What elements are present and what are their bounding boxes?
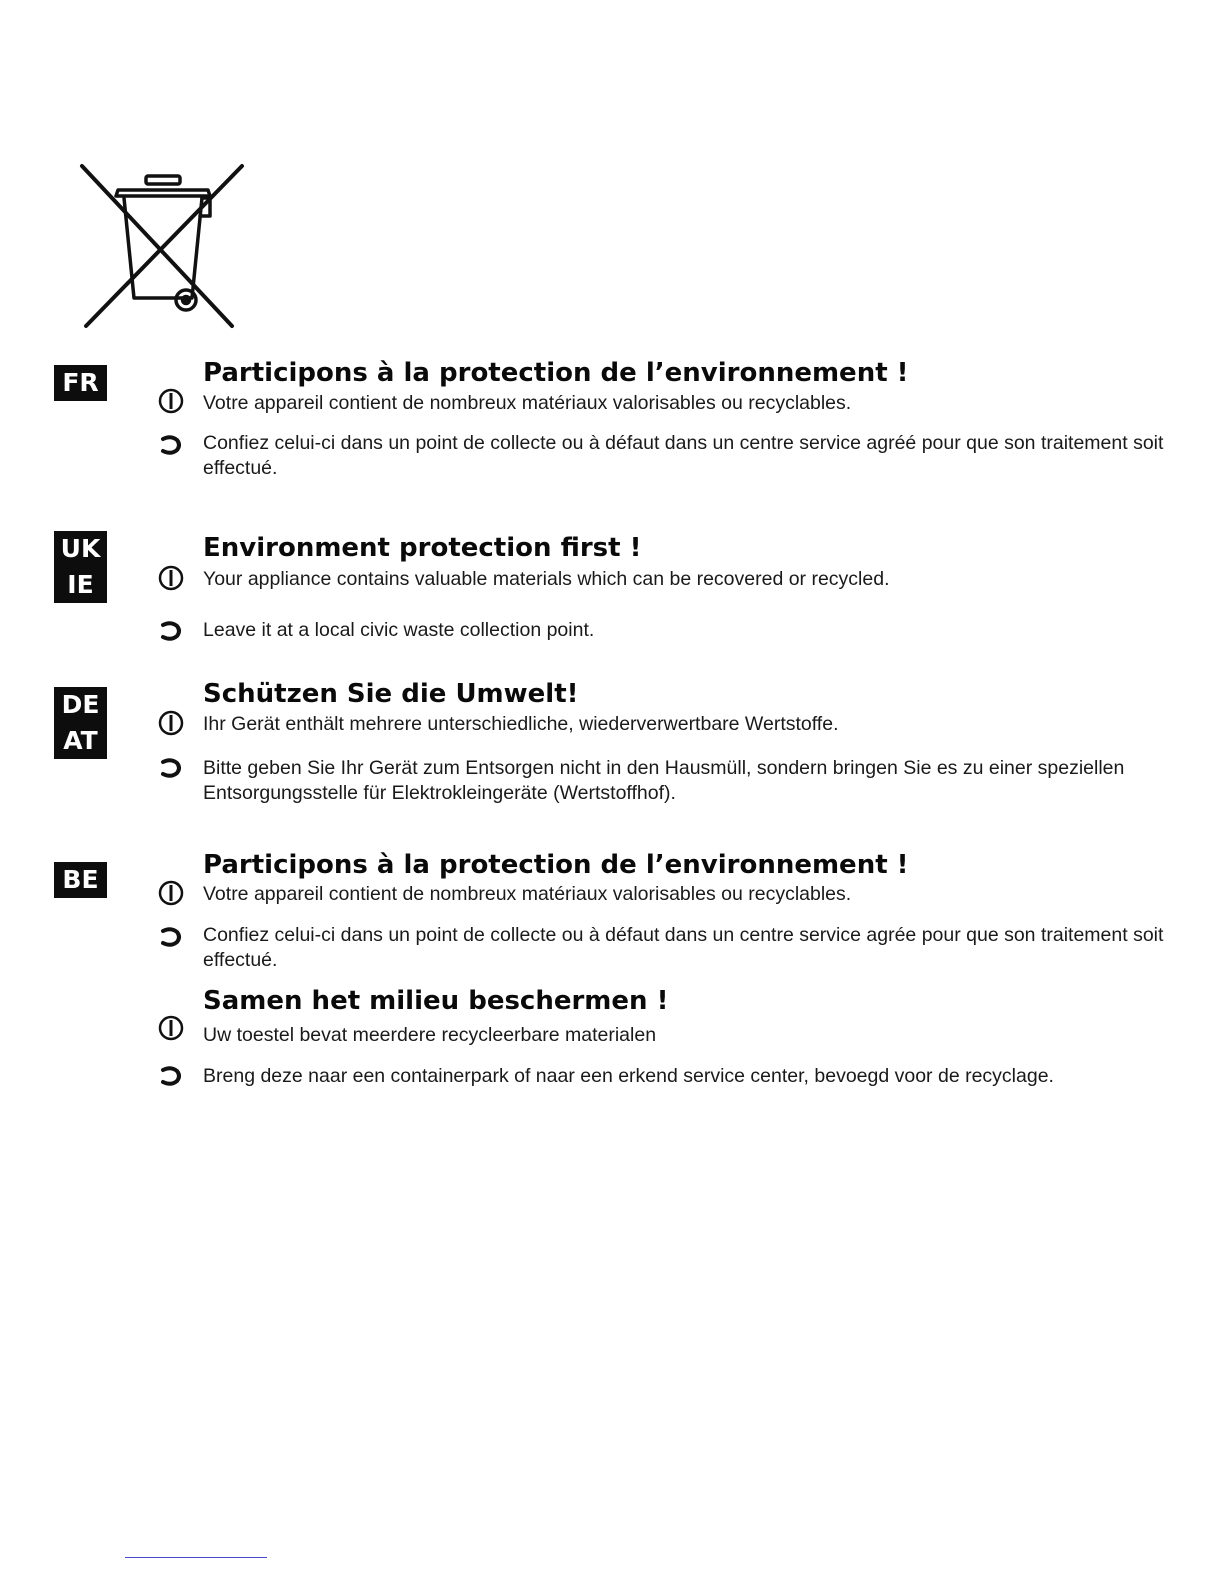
- section-title-fr: Participons à la protection de l’environnement !: [203, 358, 909, 388]
- action-text-be-fr: Confiez celui-ci dans un point de collecte ou à défaut dans un centre service agrée pour que son traitement soit effectué.: [203, 924, 1164, 971]
- badge-code: IE: [67, 570, 94, 599]
- crossed-out-wheelie-bin-icon: [76, 160, 248, 332]
- badge-code: BE: [62, 865, 99, 894]
- badge-code: UK: [60, 534, 101, 563]
- badge-code: AT: [63, 726, 98, 755]
- footer-rule: [125, 1557, 267, 1558]
- arrow-right-icon: [156, 1061, 186, 1091]
- country-badge-fr: [54, 365, 107, 401]
- info-circle-icon: [156, 708, 186, 738]
- country-badge-be: [54, 862, 107, 898]
- section-title-be-nl: Samen het milieu beschermen !: [203, 986, 669, 1016]
- section-title-de: Schützen Sie die Umwelt!: [203, 679, 579, 709]
- info-circle-icon: [156, 563, 186, 593]
- section-title-uk: Environment protection first !: [203, 533, 642, 563]
- arrow-right-icon: [156, 753, 186, 783]
- info-text-be-nl: Uw toestel bevat meerdere recycleerbare materialen: [203, 1024, 657, 1046]
- info-text-de: Ihr Gerät enthält mehrere unterschiedliche, wiederverwertbare Wertstoffe.: [203, 713, 839, 735]
- action-text-fr: Confiez celui-ci dans un point de collecte ou à défaut dans un centre service agréé pour que son traitement soit effectué.: [203, 432, 1164, 479]
- country-badge-uk-ie: [54, 531, 107, 603]
- section-title-be-fr: Participons à la protection de l’environnement !: [203, 850, 909, 880]
- info-text-be-fr: Votre appareil contient de nombreux matériaux valorisables ou recyclables.: [203, 883, 852, 905]
- action-text-de: Bitte geben Sie Ihr Gerät zum Entsorgen nicht in den Hausmüll, sondern bringen Sie es zu einer speziellen Entsorgungsstelle für Elektrokleingeräte (Wertstoffhof).: [203, 757, 1125, 804]
- arrow-right-icon: [156, 430, 186, 460]
- badge-code: DE: [61, 690, 100, 719]
- info-circle-icon: [156, 386, 186, 416]
- info-text-uk: Your appliance contains valuable materials which can be recovered or recycled.: [203, 568, 890, 590]
- arrow-right-icon: [156, 616, 186, 646]
- info-circle-icon: [156, 878, 186, 908]
- arrow-right-icon: [156, 922, 186, 952]
- action-text-be-nl: Breng deze naar een containerpark of naar een erkend service center, bevoegd voor de recyclage.: [203, 1065, 1054, 1087]
- country-badge-de-at: [54, 687, 107, 759]
- info-text-fr: Votre appareil contient de nombreux matériaux valorisables ou recyclables.: [203, 392, 852, 414]
- badge-code: FR: [62, 368, 99, 397]
- info-circle-icon: [156, 1013, 186, 1043]
- action-text-uk: Leave it at a local civic waste collection point.: [203, 619, 595, 641]
